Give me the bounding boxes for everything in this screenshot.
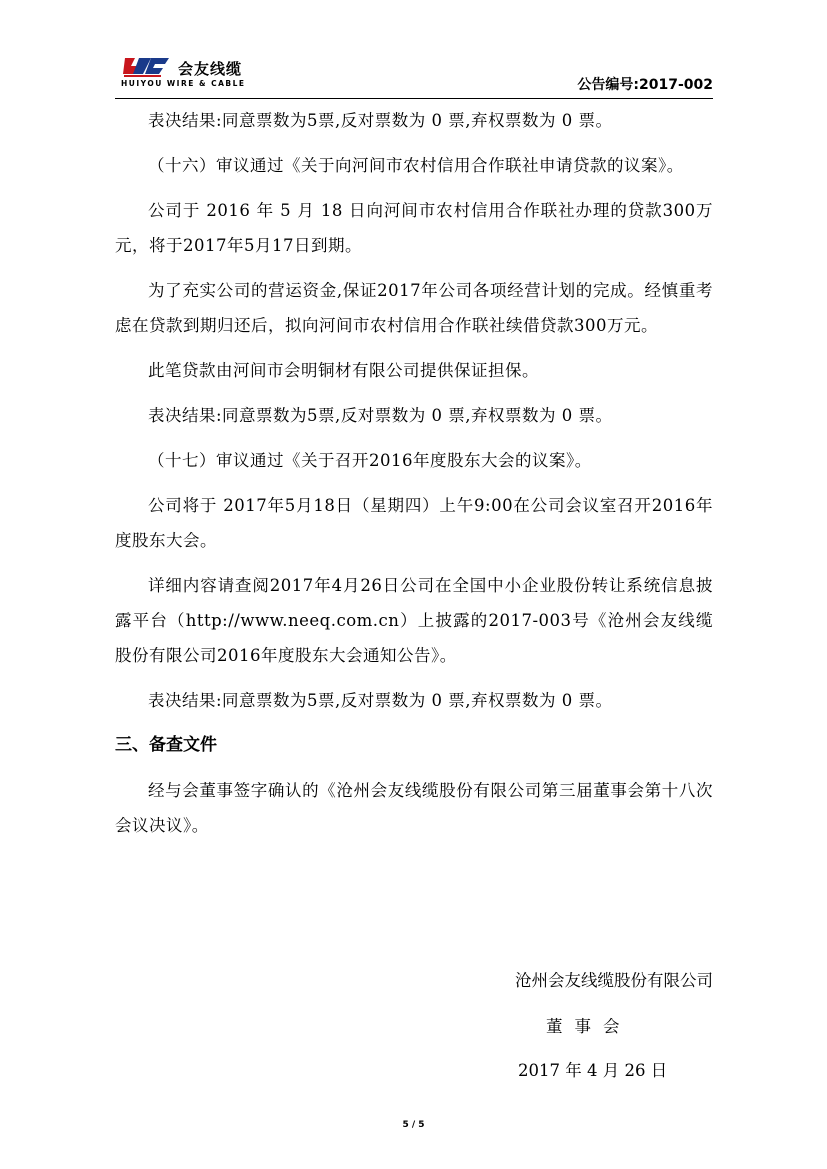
section-heading: 三、备查文件 — [115, 735, 217, 755]
paragraph: （十七）审议通过《关于召开2016年度股东大会的议案》。 — [148, 451, 592, 470]
paragraph: 表决结果:同意票数为5票,反对票数为 0 票,弃权票数为 0 票。 — [148, 111, 613, 130]
page-number: 5 / 5 — [402, 1120, 425, 1130]
paragraph: 表决结果:同意票数为5票,反对票数为 0 票,弃权票数为 0 票。 — [148, 406, 613, 425]
paragraph: （十六）审议通过《关于向河间市农村信用合作联社申请贷款的议案》。 — [148, 156, 684, 175]
paragraph: 公司将于 2017年5月18日（星期四）上午9:00在公司会议室召开2016年度股东大会。 — [115, 496, 713, 550]
document-body — [115, 103, 713, 853]
paragraph: 此笔贷款由河间市会明铜材有限公司提供保证担保。 — [148, 361, 539, 380]
page-header — [115, 50, 713, 99]
notice-number: 公告编号:2017-002 — [577, 77, 713, 93]
logo-english-text: HUIYOU WIRE & CABLE — [121, 79, 246, 88]
huiyou-logo-icon — [121, 56, 173, 78]
signature-company: 沧州会友线缆股份有限公司 — [515, 971, 713, 990]
logo-chinese-text: 会友线缆 — [178, 60, 243, 78]
paragraph: 经与会董事签字确认的《沧州会友线缆股份有限公司第三届董事会第十八次会议决议》。 — [115, 781, 713, 835]
paragraph: 公司于 2016 年 5 月 18 日向河间市农村信用合作联社办理的贷款300万元，将于2017年5月17日到期。 — [115, 201, 713, 255]
signature-board: 董事会 — [546, 1017, 632, 1036]
paragraph: 表决结果:同意票数为5票,反对票数为 0 票,弃权票数为 0 票。 — [148, 691, 613, 710]
company-logo — [121, 52, 291, 92]
paragraph: 详细内容请查阅2017年4月26日公司在全国中小企业股份转让系统信息披露平台（http://www.neeq.com.cn）上披露的2017-003号《沧州会友线缆股份有限公司2016年度股东大会通知公告》。 — [115, 576, 713, 665]
signature-date: 2017 年 4 月 26 日 — [518, 1061, 668, 1080]
paragraph: 为了充实公司的营运资金,保证2017年公司各项经营计划的完成。经慎重考虑在贷款到期归还后，拟向河间市农村信用合作联社续借贷款300万元。 — [115, 281, 713, 335]
